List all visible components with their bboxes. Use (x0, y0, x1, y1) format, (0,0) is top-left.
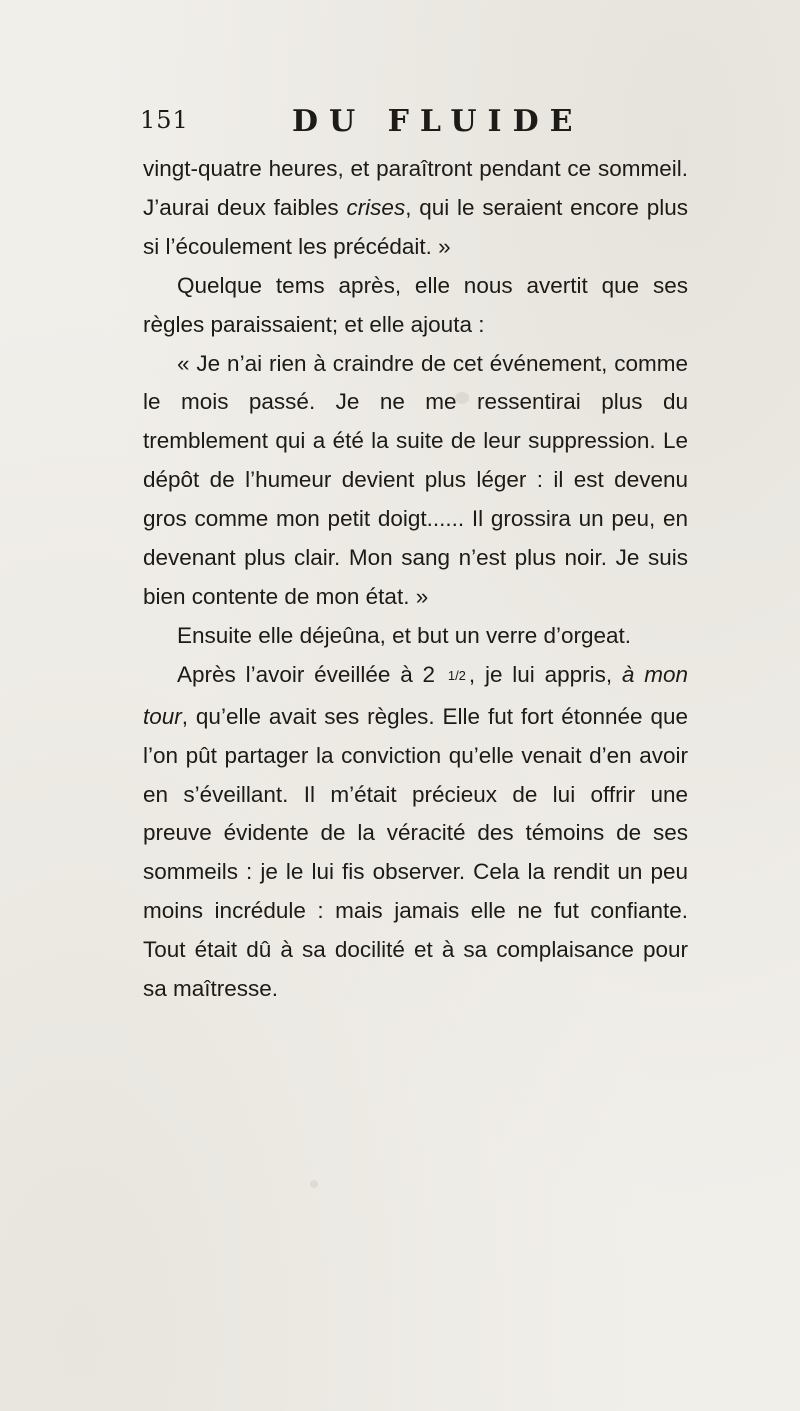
page-header (140, 104, 600, 144)
page-number: 151 (140, 106, 189, 134)
paragraph-1-text-end: , qui le seraient encore plus si l’écoulement les précédait. » (143, 194, 688, 259)
paragraph-5-text-mid: , je lui appris, (468, 661, 622, 687)
paragraph-1-text: vingt-quatre heures, et paraîtront pendant ce sommeil. J’aurai deux faibles (143, 156, 688, 220)
paper-stain (310, 1180, 318, 1188)
paragraph-5-text-end: , qu’elle avait ses règles. Elle fut fort étonnée que l’on pût partager la conviction qu’elle venait d’en avoir en s’éveillant. Il m’était précieux de lui offrir une preuve évidente de la véracité des témoins de ses sommeils : je le lui fis observer. Cela la rendit un peu moins incrédule : mais jamais elle ne fut confiante. Tout était dû à sa docilité et à sa complaisance pour sa maîtresse. (143, 703, 688, 1002)
paragraph-3: « Je n’ai rien à craindre de cet événement, comme le mois passé. Je ne me ressentirai plus du tremblement qui a été la suite de leur suppression. Le dépôt de l’humeur devient plus léger : il est devenu gros comme mon petit doigt...... Il grossira un peu, en devenant plus clair. Mon sang n’est plus noir. Je suis bien contente de mon état. » (143, 350, 688, 609)
paragraph-1 (143, 150, 688, 267)
running-title: DU FLUIDE (292, 104, 584, 139)
paragraph-2: Quelque tems après, elle nous avertit que ses règles paraissaient; et elle ajouta : (143, 272, 688, 337)
italic-a-mon-tour: à mon tour (143, 661, 688, 729)
paragraph-5-text: Après l’avoir éveillée à 2 (177, 661, 445, 687)
paragraph-4: Ensuite elle déjeûna, et but un verre d’orgeat. (177, 622, 632, 648)
paragraph-5 (143, 656, 688, 1009)
body-text (143, 150, 688, 1009)
fraction-half: 1/2 (447, 667, 466, 683)
italic-crises: crises (346, 194, 406, 220)
